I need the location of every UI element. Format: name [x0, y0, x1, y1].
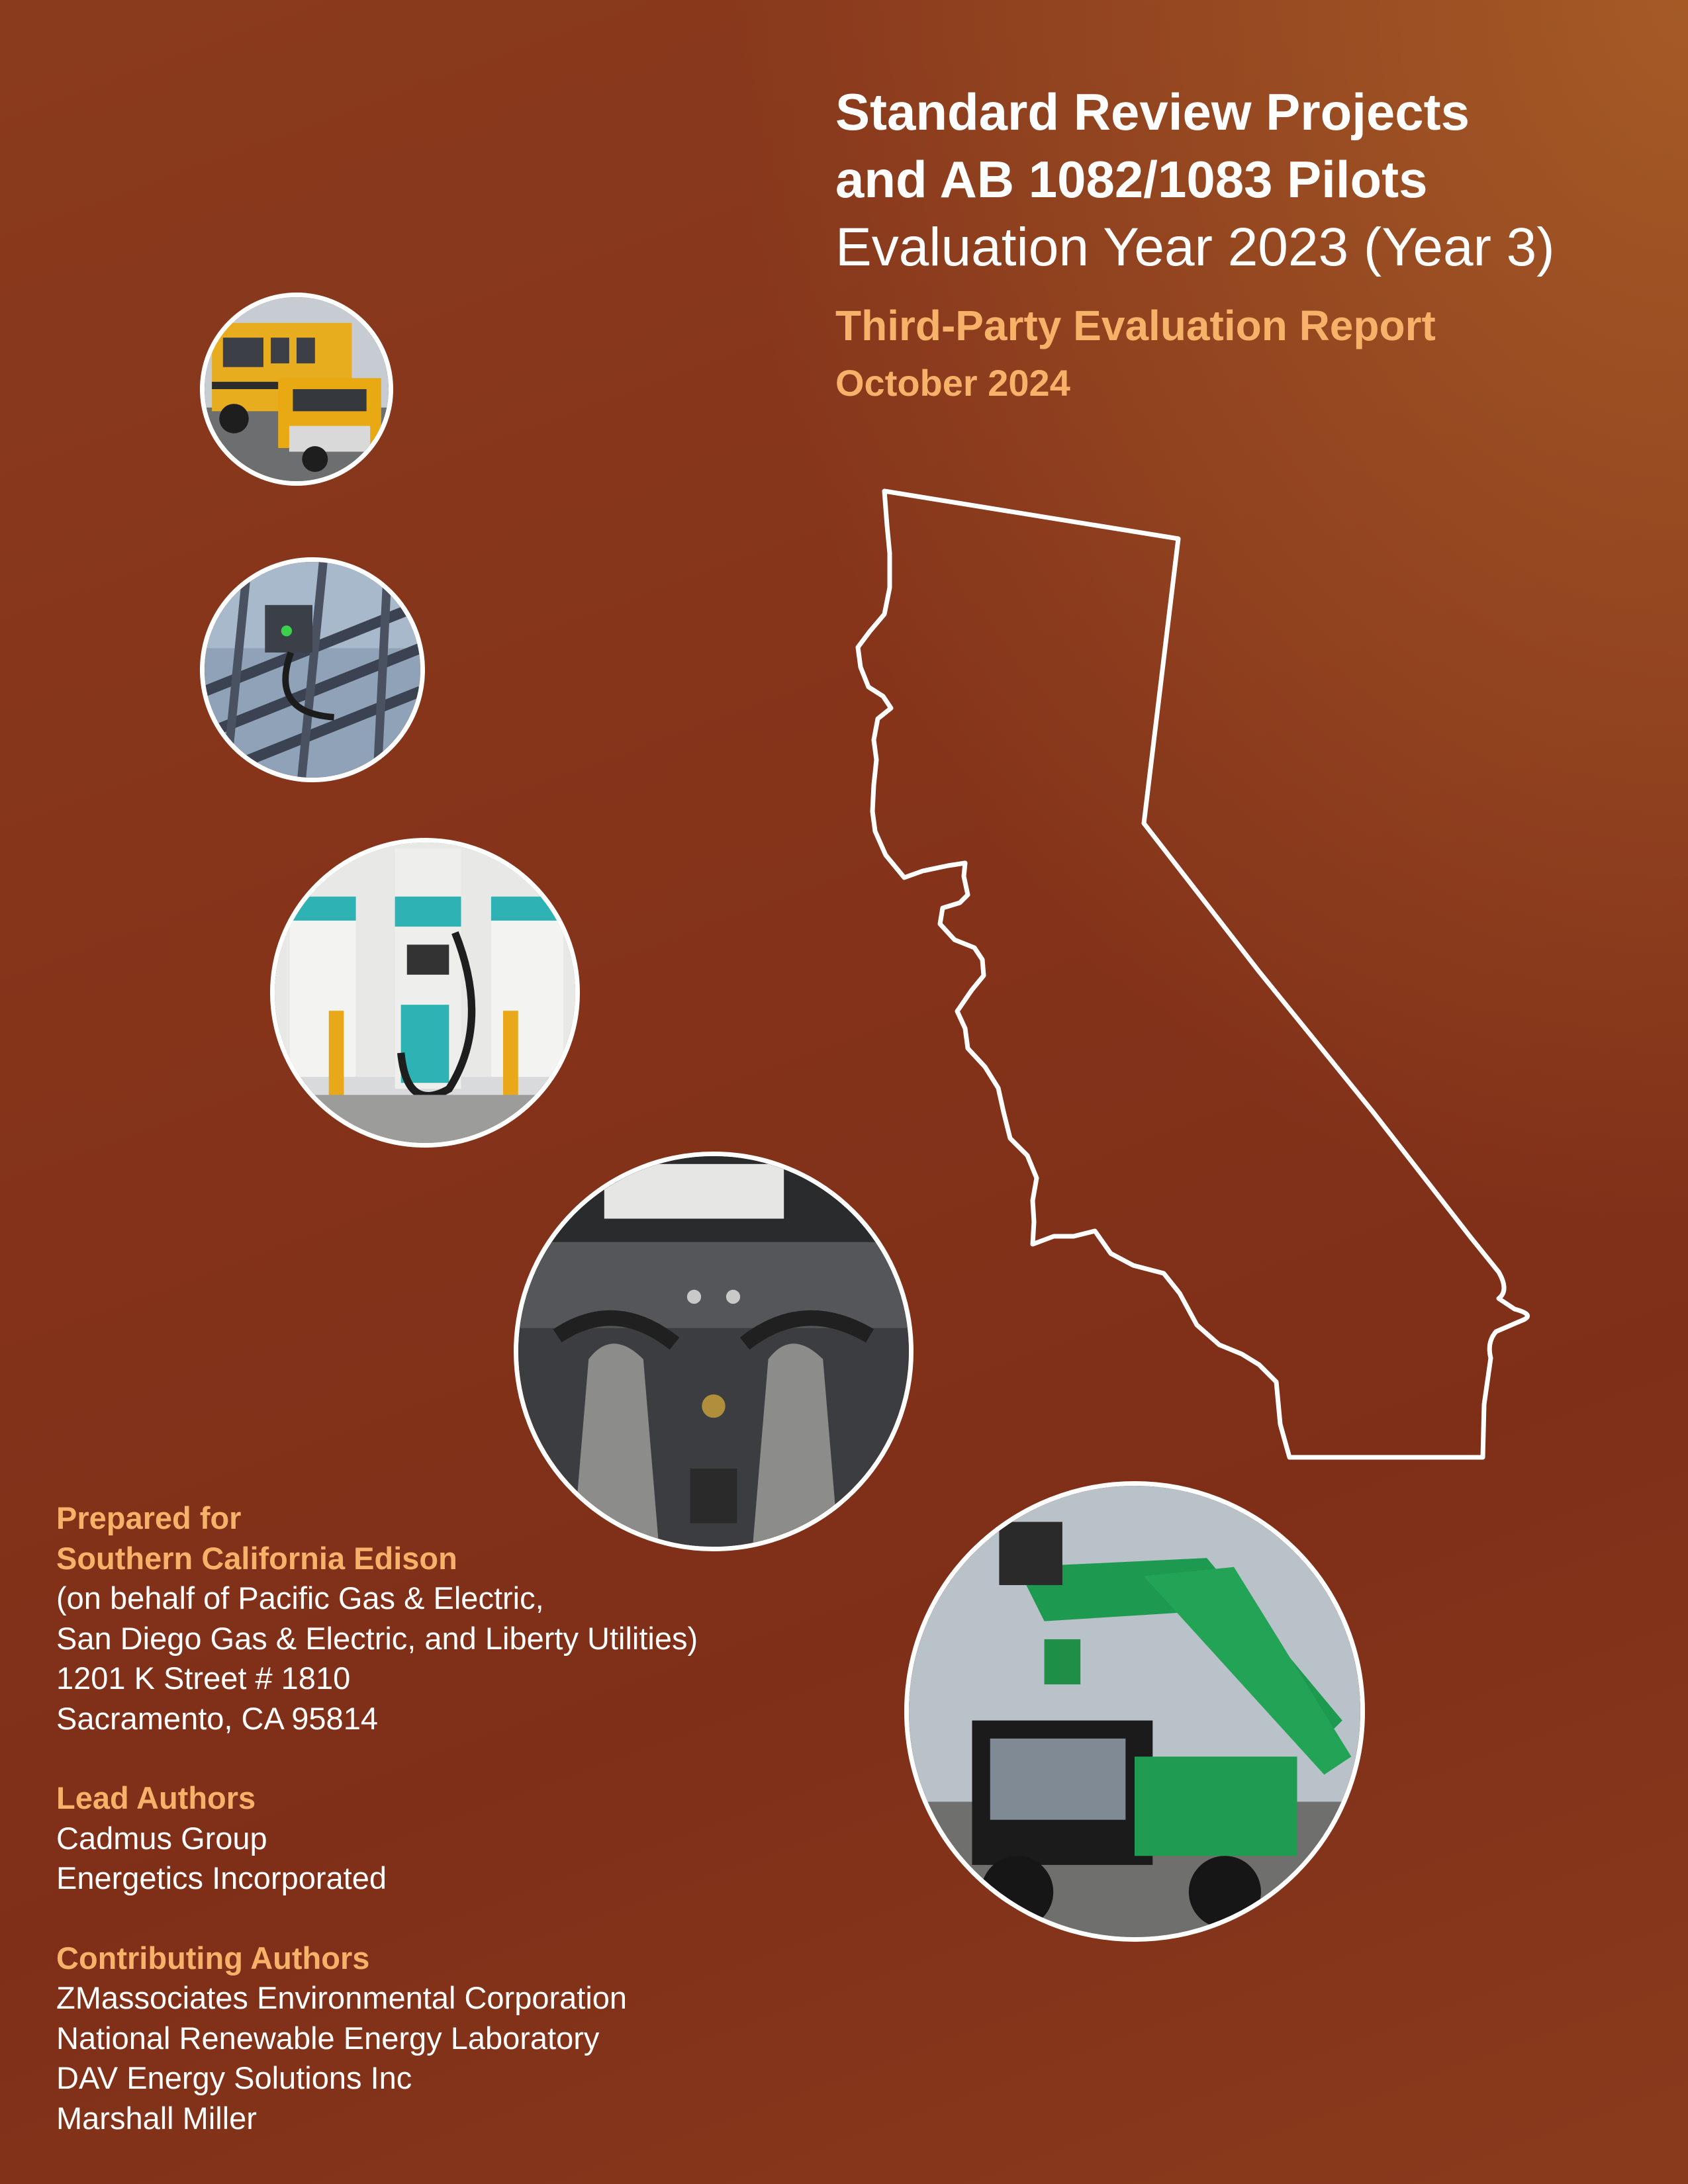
contributing-author-name: National Renewable Energy Laboratory: [56, 2020, 600, 2056]
contributing-author-name: ZMassociates Environmental Corporation: [56, 1980, 628, 2015]
prepared-for-line: Sacramento, CA 95814: [56, 1700, 378, 1736]
school-bus-photo: [200, 293, 393, 486]
prepared-for-line: (on behalf of Pacific Gas & Electric,: [56, 1580, 544, 1615]
california-outline-map: [835, 484, 1537, 1464]
prepared-for-heading: Prepared for: [56, 1500, 242, 1535]
lead-authors-section: [56, 1778, 851, 1899]
lead-author-name: Cadmus Group: [56, 1820, 267, 1856]
credits-block: [56, 1498, 851, 2178]
title-line-1: Standard Review Projects: [835, 83, 1470, 141]
charging-connector-photo: [514, 1152, 914, 1551]
prepared-for-line: San Diego Gas & Electric, and Liberty Utilities): [56, 1620, 698, 1656]
prepared-for-organization: Southern California Edison: [56, 1540, 457, 1576]
telehandler-lift-photo: [904, 1481, 1365, 1942]
contributing-author-name: Marshall Miller: [56, 2100, 257, 2136]
charging-station-photo: [270, 838, 580, 1148]
lead-author-name: Energetics Incorporated: [56, 1860, 387, 1895]
prepared-for-section: [56, 1498, 851, 1739]
subtitle: Evaluation Year 2023 (Year 3): [835, 217, 1555, 277]
contributing-authors-heading: Contributing Authors: [56, 1940, 370, 1976]
contributing-authors-section: [56, 1938, 851, 2139]
lead-authors-heading: Lead Authors: [56, 1780, 256, 1815]
title-line-2: and AB 1082/1083 Pilots: [835, 150, 1428, 208]
report-type: Third-Party Evaluation Report: [835, 302, 1436, 349]
contributing-author-name: DAV Energy Solutions Inc: [56, 2060, 412, 2095]
overhead-charger-photo: [200, 557, 425, 782]
prepared-for-line: 1201 K Street # 1810: [56, 1661, 351, 1696]
report-date: October 2024: [835, 362, 1070, 404]
title-block: [835, 78, 1630, 408]
